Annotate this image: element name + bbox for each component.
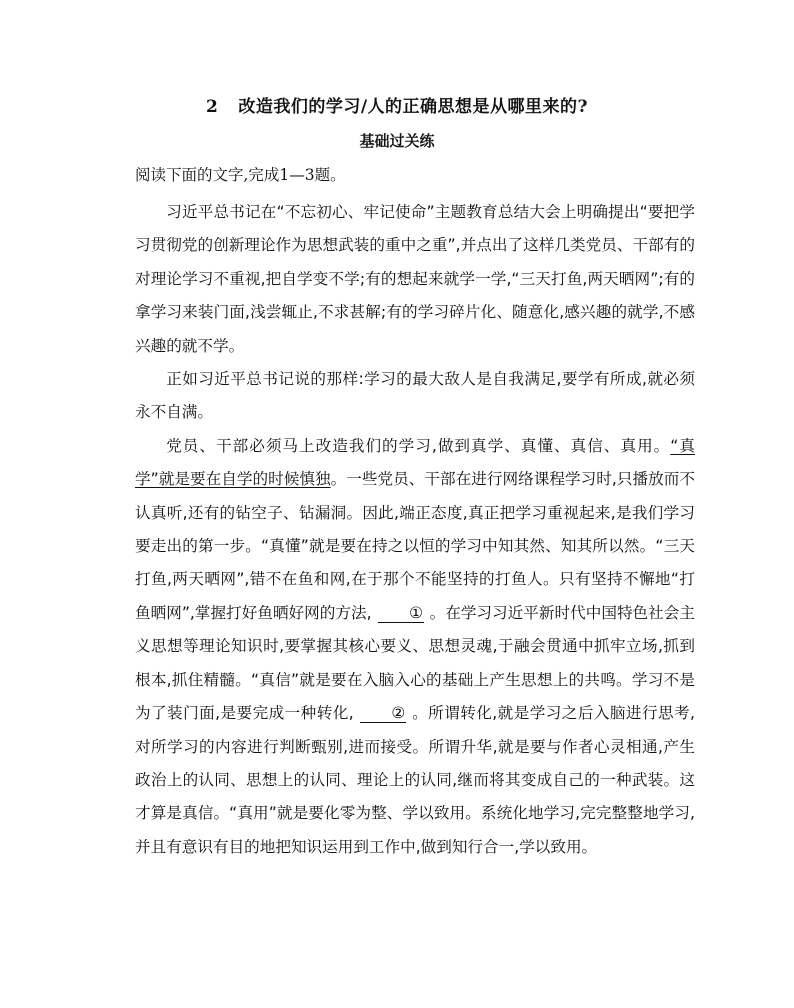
- blank-1: ①: [378, 604, 424, 623]
- section-subtitle: 基础过关练: [359, 132, 435, 150]
- paragraph-2: 正如习近平总书记说的那样:学习的最大敌人是自我满足,要学有所成,就必须永不自满。: [135, 370, 695, 422]
- reading-passage: [135, 196, 695, 864]
- paragraph-3: [135, 430, 695, 864]
- paragraph-3-sentence-1: 党员、干部必须马上改造我们的学习,做到真学、真懂、真信、真用。: [166, 436, 671, 455]
- paragraph-1: 习近平总书记在“不忘初心、牢记使命”主题教育总结大会上明确提出“要把学习贯彻党的创新理论作为思想武装的重中之重”,并点出了这样几类党员、干部有的对理论学习不重视,把自学变不学;有的想起来就学一学,“三天打鱼,两天晒网”;有的拿学习来装门面,浅尝辄止,不求甚解;有的学习碎片化、随意化,感兴趣的就学,不感兴趣的就不学。: [135, 203, 695, 355]
- lesson-title: 改造我们的学习/人的正确思想是从哪里来的?: [238, 97, 588, 117]
- blank-2: ②: [360, 704, 406, 723]
- instruction-text: 阅读下面的文字,完成1—3题。: [135, 166, 346, 184]
- paragraph-3-sentence-3: 。一些党员、干部在进行网络课程学习时,只播放而不认真听,还有的钻空子、钻漏洞。因此,端正态度,真正把学习重视起来,是我们学习要走出的第一步。“真懂”就是要在持之以恒的学习中知其然、知其所以然。“三天打鱼,两天晒网”,错不在鱼和网,在于那个不能坚持的打鱼人。只有坚持不懈地“打鱼晒网”,掌握打好鱼晒好网的方法,: [135, 470, 695, 622]
- lesson-number: 2: [205, 97, 219, 117]
- paragraph-3-sentence-4: 。在学习习近平新时代中国特色社会主义思想等理论知识时,要掌握其核心要义、思想灵魂,于融会贯通中抓牢立场,抓到根本,抓住精髓。“真信”就是要在入脑入心的基础上产生思想上的共鸣。学习不是为了装门面,是要完成一种转化,: [135, 603, 695, 723]
- page-title: [0, 92, 794, 117]
- paragraph-3-sentence-5: 。所谓转化,就是学习之后入脑进行思考,对所学习的内容进行判断甄别,进而接受。所谓升华,就是要与作者心灵相通,产生政治上的认同、思想上的认同、理论上的认同,继而将其变成自己的一种武装。这才算是真信。“真用”就是要化零为整、学以致用。系统化地学习,完完整整地学习,并且有意识有目的地把知识运用到工作中,做到知行合一,学以致用。: [135, 704, 695, 856]
- underlined-sentence: “真学”就是要在自学的时候慎独: [135, 436, 695, 489]
